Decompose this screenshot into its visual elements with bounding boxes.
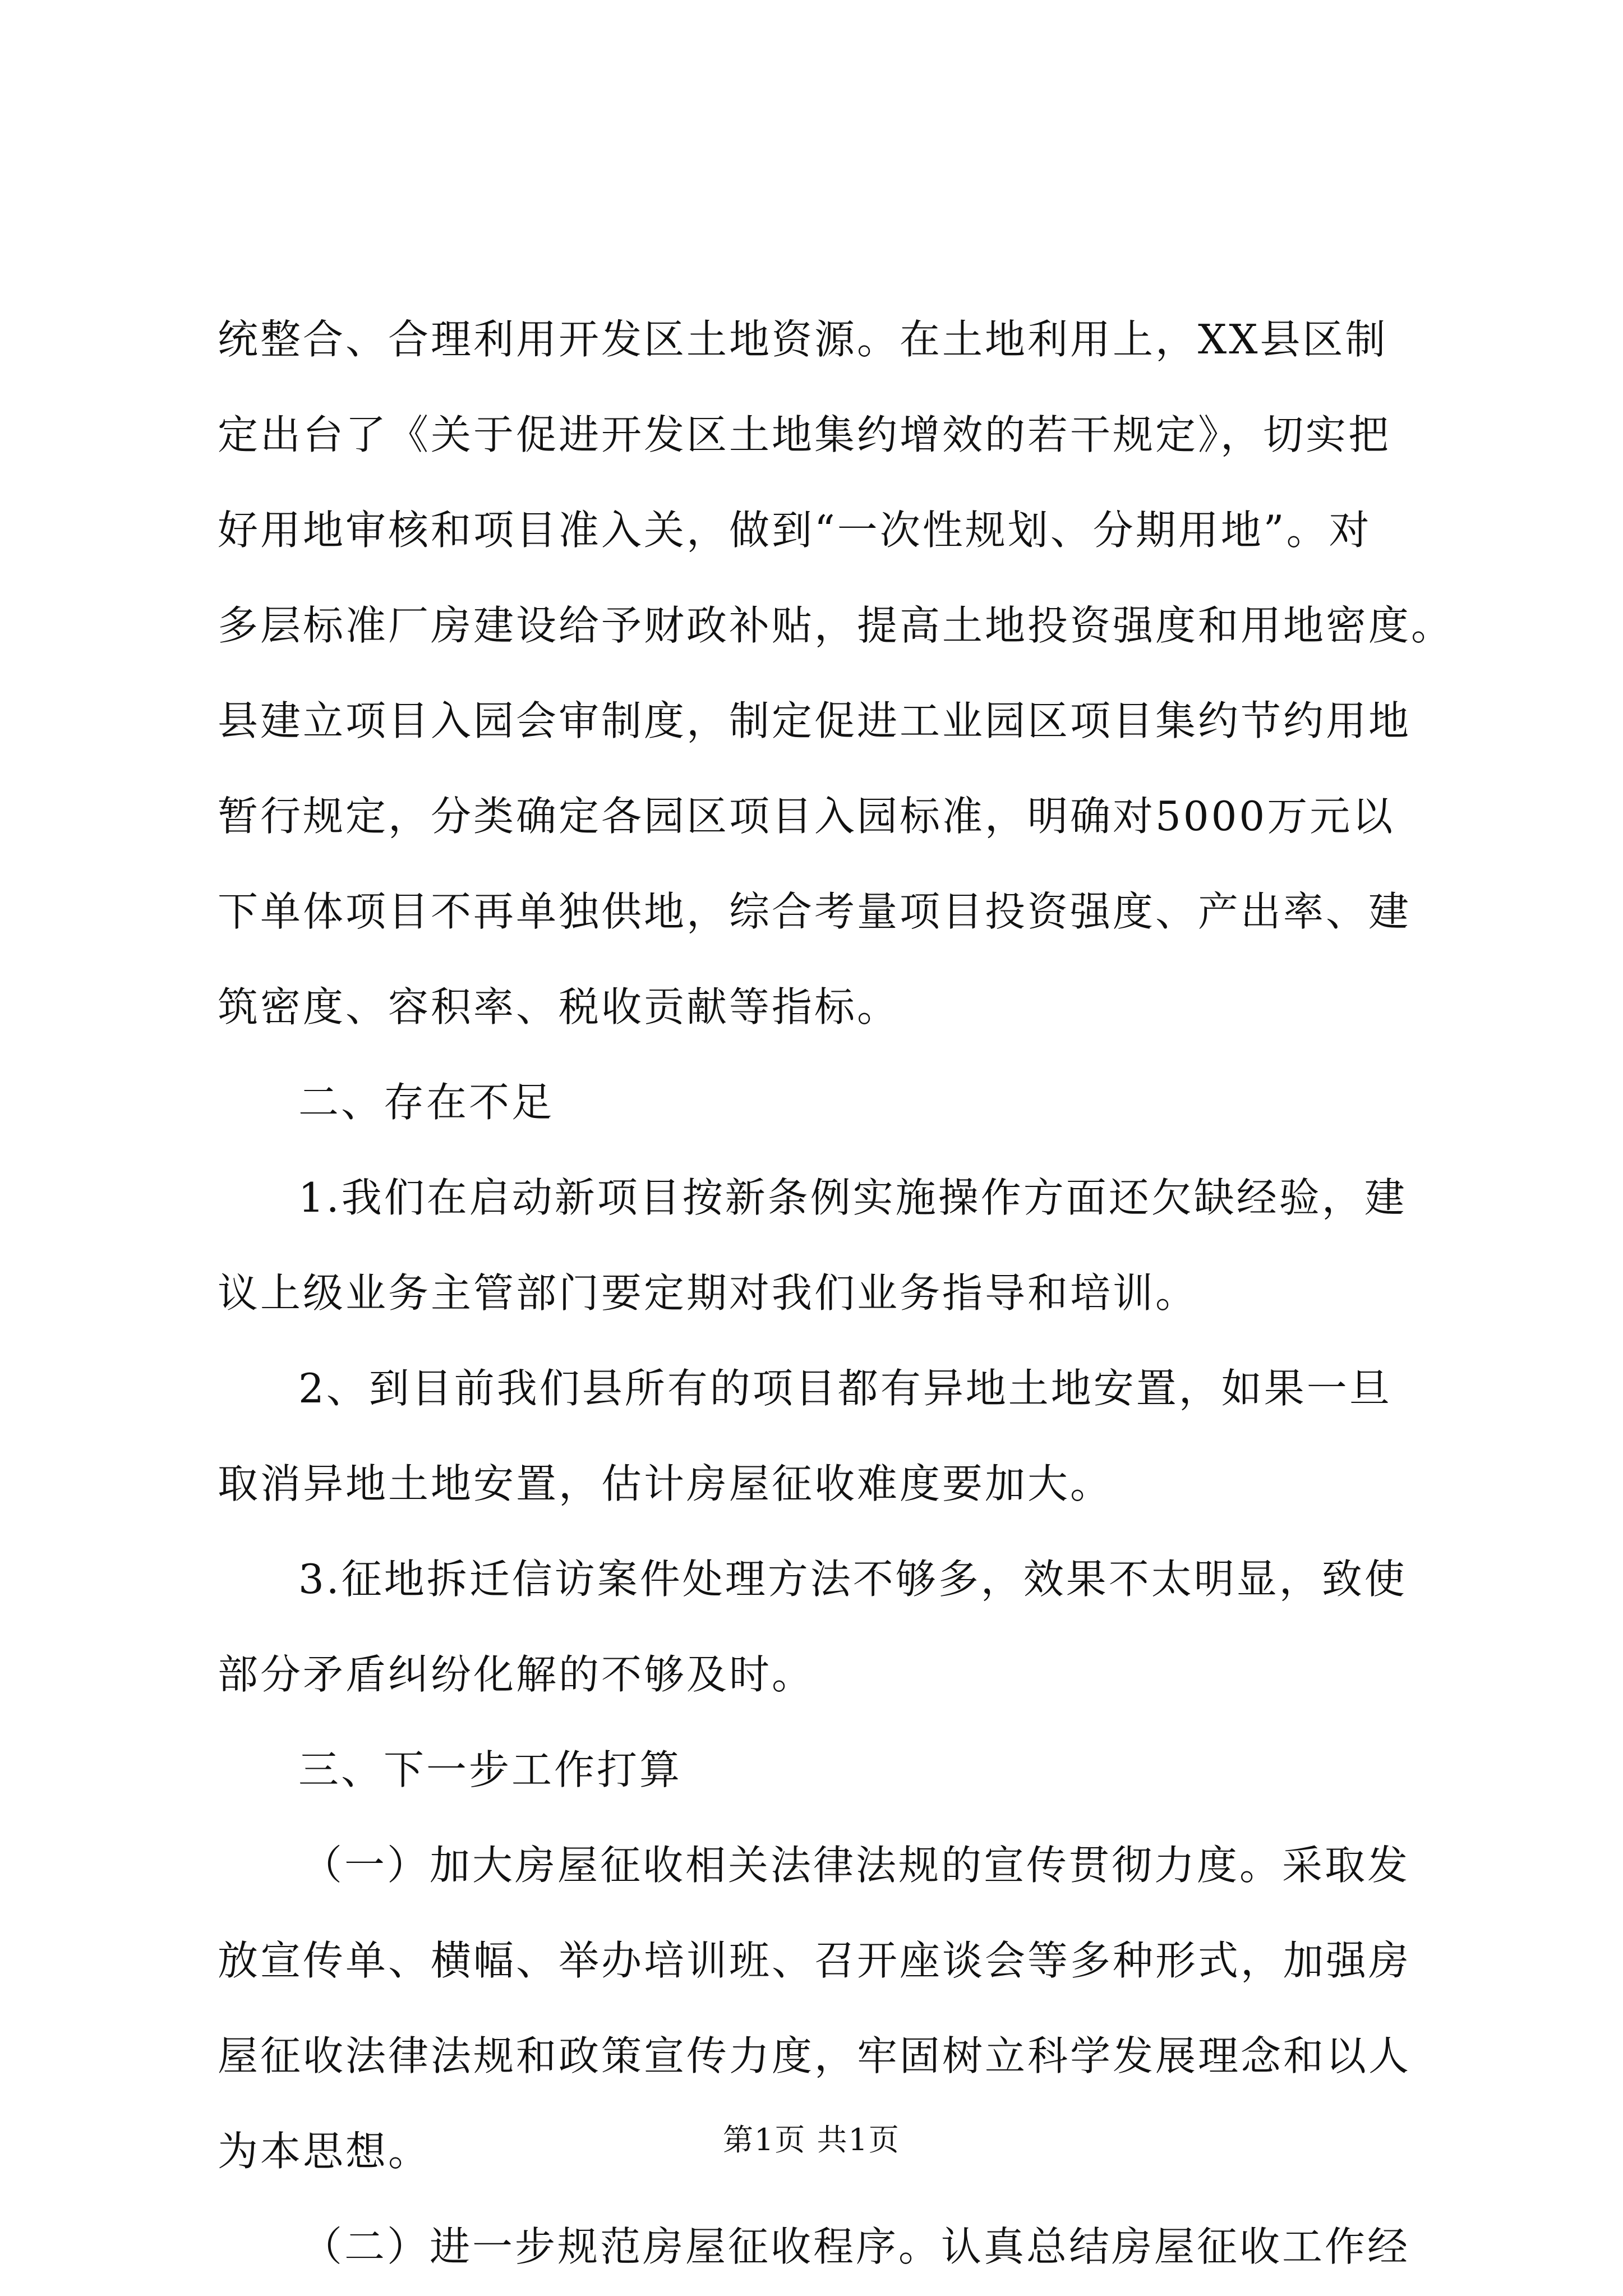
text-line: 筑密度、容积率、税收贡献等指标。 — [218, 983, 900, 1030]
text-line: 屋征收法律法规和政策宣传力度，牢固树立科学发展理念和以人 — [218, 2032, 1412, 2079]
text-line: 议上级业务主管部门要定期对我们业务指导和培训。 — [218, 1269, 1198, 1317]
text-line: 定出台了《关于促进开发区土地集约增效的若干规定》，切实把 — [218, 411, 1391, 458]
text-line: 部分矛盾纠纷化解的不够及时。 — [218, 1651, 815, 1698]
text-line: 取消异地土地安置，估计房屋征收难度要加大。 — [218, 1460, 1113, 1507]
text-line: 统整合、合理利用开发区土地资源。在土地利用上，XX县区制 — [218, 316, 1388, 363]
text-line: 好用地审核和项目准入关，做到“一次性规划、分期用地”。对 — [218, 507, 1372, 554]
text-line: 2、到目前我们县所有的项目都有异地土地安置，如果一旦 — [298, 1365, 1392, 1412]
section-heading: 二、存在不足 — [298, 1079, 555, 1126]
section-heading: 三、下一步工作打算 — [298, 1746, 683, 1793]
text-line: 3.征地拆迁信访案件处理方法不够多，效果不太明显，致使 — [298, 1556, 1407, 1603]
text-line: 多层标准厂房建设给予财政补贴，提高土地投资强度和用地密度。 — [218, 602, 1454, 649]
text-line: 为本思想。 — [218, 2128, 431, 2175]
text-line: （二）进一步规范房屋征收程序。认真总结房屋征收工作经 — [302, 2223, 1410, 2270]
text-line: 1.我们在启动新项目按新条例实施操作方面还欠缺经验，建 — [298, 1174, 1407, 1221]
text-line: 下单体项目不再单独供地，综合考量项目投资强度、产出率、建 — [218, 888, 1412, 935]
document-body — [218, 292, 1454, 2294]
text-line: 暂行规定，分类确定各园区项目入园标准，明确对5000万元以 — [218, 793, 1395, 840]
text-line: （一）加大房屋征收相关法律法规的宣传贯彻力度。采取发 — [302, 1842, 1410, 1889]
page-footer: 第1页 共1页 — [723, 2122, 900, 2157]
text-line: 县建立项目入园会审制度，制定促进工业园区项目集约节约用地 — [218, 697, 1412, 744]
text-line: 放宣传单、横幅、举办培训班、召开座谈会等多种形式，加强房 — [218, 1937, 1412, 1984]
